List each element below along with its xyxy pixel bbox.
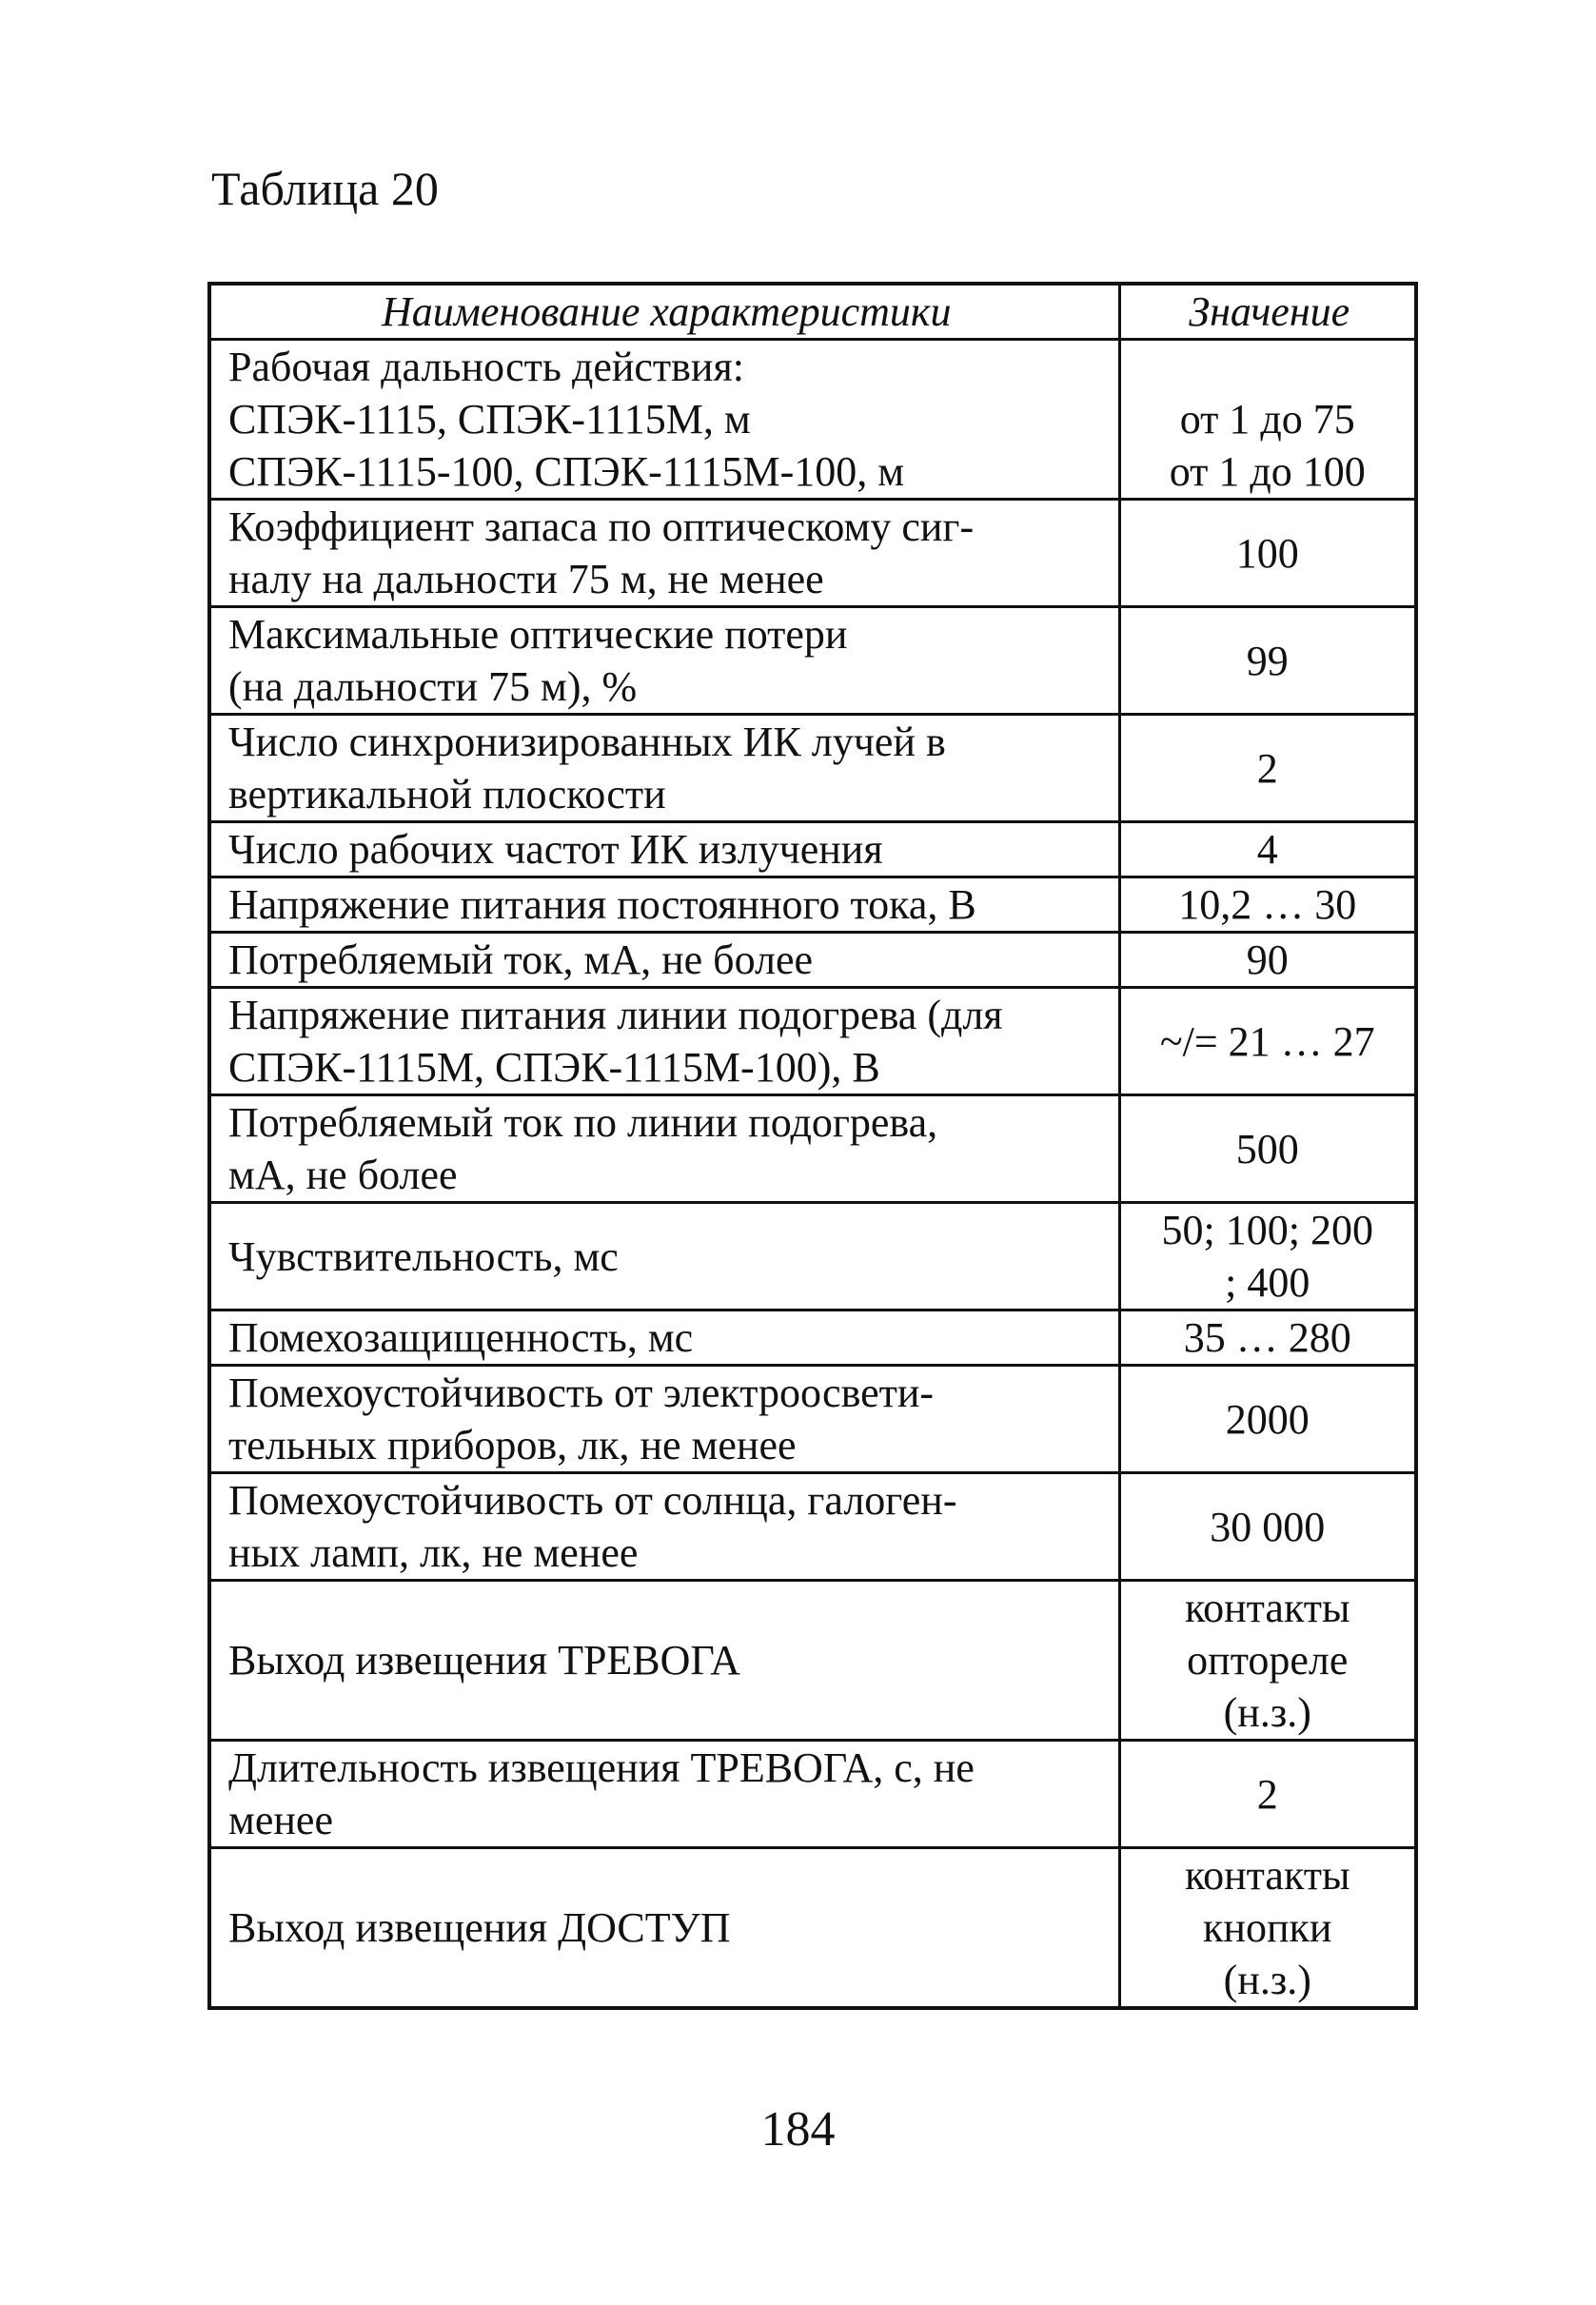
cell-text-line: 2000 <box>1225 1395 1310 1443</box>
cell-text-line: контакты <box>1184 1852 1350 1899</box>
value-cell <box>1119 877 1416 933</box>
table-row <box>209 822 1416 877</box>
table-row <box>209 1741 1416 1848</box>
cell-text-line: Чувствительность, мс <box>228 1232 619 1280</box>
value-cell <box>1119 933 1416 988</box>
cell-text-line: 100 <box>1235 529 1299 577</box>
cell-text-line: ; 400 <box>1225 1259 1310 1306</box>
value-cell <box>1119 1581 1416 1741</box>
characteristic-name-cell <box>209 1095 1119 1203</box>
cell-text-line: 2 <box>1256 1770 1278 1818</box>
table-header-row <box>209 284 1416 340</box>
characteristic-name-cell <box>209 988 1119 1095</box>
value-cell <box>1119 822 1416 877</box>
value-cell <box>1119 1848 1416 2009</box>
header-value: Значение <box>1119 284 1416 340</box>
cell-text-line: СПЭК-1115М, СПЭК-1115М-100), В <box>228 1044 880 1091</box>
table-row <box>209 988 1416 1095</box>
characteristic-name-cell <box>209 1741 1119 1848</box>
characteristic-name-cell <box>209 822 1119 877</box>
table-row <box>209 877 1416 933</box>
value-cell <box>1119 1095 1416 1203</box>
cell-text-line: 99 <box>1246 637 1289 684</box>
value-cell <box>1119 340 1416 500</box>
characteristic-name-cell <box>209 607 1119 715</box>
value-cell <box>1119 1473 1416 1581</box>
value-cell <box>1119 988 1416 1095</box>
cell-text-line: Выход извещения ТРЕВОГА <box>228 1637 740 1684</box>
value-cell <box>1119 1366 1416 1473</box>
table-row <box>209 1473 1416 1581</box>
characteristic-name-cell <box>209 877 1119 933</box>
cell-text-line: мА, не более <box>228 1152 458 1198</box>
page-number: 184 <box>760 2102 836 2157</box>
header-characteristic-name: Наименование характеристики <box>209 284 1119 340</box>
cell-text-line: 90 <box>1246 936 1289 983</box>
value-cell <box>1119 715 1416 822</box>
cell-text-line <box>1131 341 1406 393</box>
cell-text-line: (н.з.) <box>1223 1957 1311 2003</box>
cell-text-line: Помехоустойчивость от электроосвети- <box>228 1369 935 1416</box>
cell-text-line: менее <box>228 1797 333 1843</box>
value-cell <box>1119 607 1416 715</box>
characteristic-name-cell <box>209 1203 1119 1310</box>
table-row <box>209 1203 1416 1310</box>
cell-text-line: ных ламп, лк, не менее <box>228 1529 639 1576</box>
characteristic-name-cell <box>209 1473 1119 1581</box>
characteristic-name-cell <box>209 1310 1119 1366</box>
cell-text-line: оптореле <box>1187 1637 1349 1684</box>
table-row <box>209 1581 1416 1741</box>
table-row <box>209 1095 1416 1203</box>
table-row <box>209 607 1416 715</box>
cell-text-line: 4 <box>1256 826 1278 873</box>
cell-text-line: от 1 до 75 <box>1179 396 1355 443</box>
cell-text-line: (н.з.) <box>1223 1689 1311 1736</box>
cell-text-line: Потребляемый ток, мА, не более <box>228 936 814 983</box>
cell-text-line: вертикальной плоскости <box>228 771 666 818</box>
cell-text-line: Помехозащищенность, мс <box>228 1314 694 1361</box>
cell-text-line: 10,2 … 30 <box>1178 881 1357 928</box>
cell-text-line: Выход извещения ДОСТУП <box>228 1904 731 1951</box>
cell-text-line: Длительность извещения ТРЕВОГА, с, не <box>228 1744 975 1791</box>
cell-text-line: Число рабочих частот ИК излучения <box>228 826 883 873</box>
value-cell <box>1119 1741 1416 1848</box>
cell-text-line: тельных приборов, лк, не менее <box>228 1422 797 1468</box>
cell-text-line: СПЭК-1115, СПЭК-1115М, м <box>228 396 751 443</box>
cell-text-line: налу на дальности 75 м, не менее <box>228 556 824 602</box>
table-row <box>209 1366 1416 1473</box>
table-row <box>209 340 1416 500</box>
table-row <box>209 715 1416 822</box>
characteristic-name-cell <box>209 340 1119 500</box>
cell-text-line: 500 <box>1235 1125 1299 1172</box>
cell-text-line: Рабочая дальность действия: <box>228 344 744 390</box>
table-row <box>209 1310 1416 1366</box>
cell-text-line: Напряжение питания постоянного тока, В <box>228 881 976 928</box>
cell-text-line: 2 <box>1256 744 1278 792</box>
value-cell <box>1119 1310 1416 1366</box>
table-row <box>209 933 1416 988</box>
cell-text-line: Максимальные оптические потери <box>228 611 848 658</box>
characteristic-name-cell <box>209 1366 1119 1473</box>
cell-text-line: ~/= 21 … 27 <box>1159 1017 1375 1065</box>
cell-text-line: контакты <box>1184 1585 1350 1631</box>
table-caption: Таблица 20 <box>211 162 439 215</box>
characteristic-name-cell <box>209 500 1119 607</box>
table-row <box>209 500 1416 607</box>
cell-text-line: от 1 до 100 <box>1169 448 1366 495</box>
cell-text-line: Напряжение питания линии подогрева (для <box>228 992 1003 1038</box>
value-cell <box>1119 1203 1416 1310</box>
characteristic-name-cell <box>209 1848 1119 2009</box>
cell-text-line: Число синхронизированных ИК лучей в <box>228 719 946 765</box>
cell-text-line: 50; 100; 200 <box>1161 1207 1373 1253</box>
characteristic-name-cell <box>209 715 1119 822</box>
table-row <box>209 1848 1416 2009</box>
cell-text-line: Коэффициент запаса по оптическому сиг- <box>228 503 975 550</box>
cell-text-line: Потребляемый ток по линии подогрева, <box>228 1099 938 1146</box>
cell-text-line: 30 000 <box>1210 1503 1326 1550</box>
cell-text-line: кнопки <box>1203 1904 1332 1951</box>
cell-text-line: 35 … 280 <box>1183 1314 1351 1361</box>
cell-text-line: СПЭК-1115-100, СПЭК-1115М-100, м <box>228 448 905 495</box>
value-cell <box>1119 500 1416 607</box>
characteristic-name-cell <box>209 1581 1119 1741</box>
characteristic-name-cell <box>209 933 1119 988</box>
cell-text-line: (на дальности 75 м), % <box>228 663 638 710</box>
cell-text-line: Помехоустойчивость от солнца, галоген- <box>228 1477 957 1524</box>
specifications-table <box>207 282 1418 2010</box>
